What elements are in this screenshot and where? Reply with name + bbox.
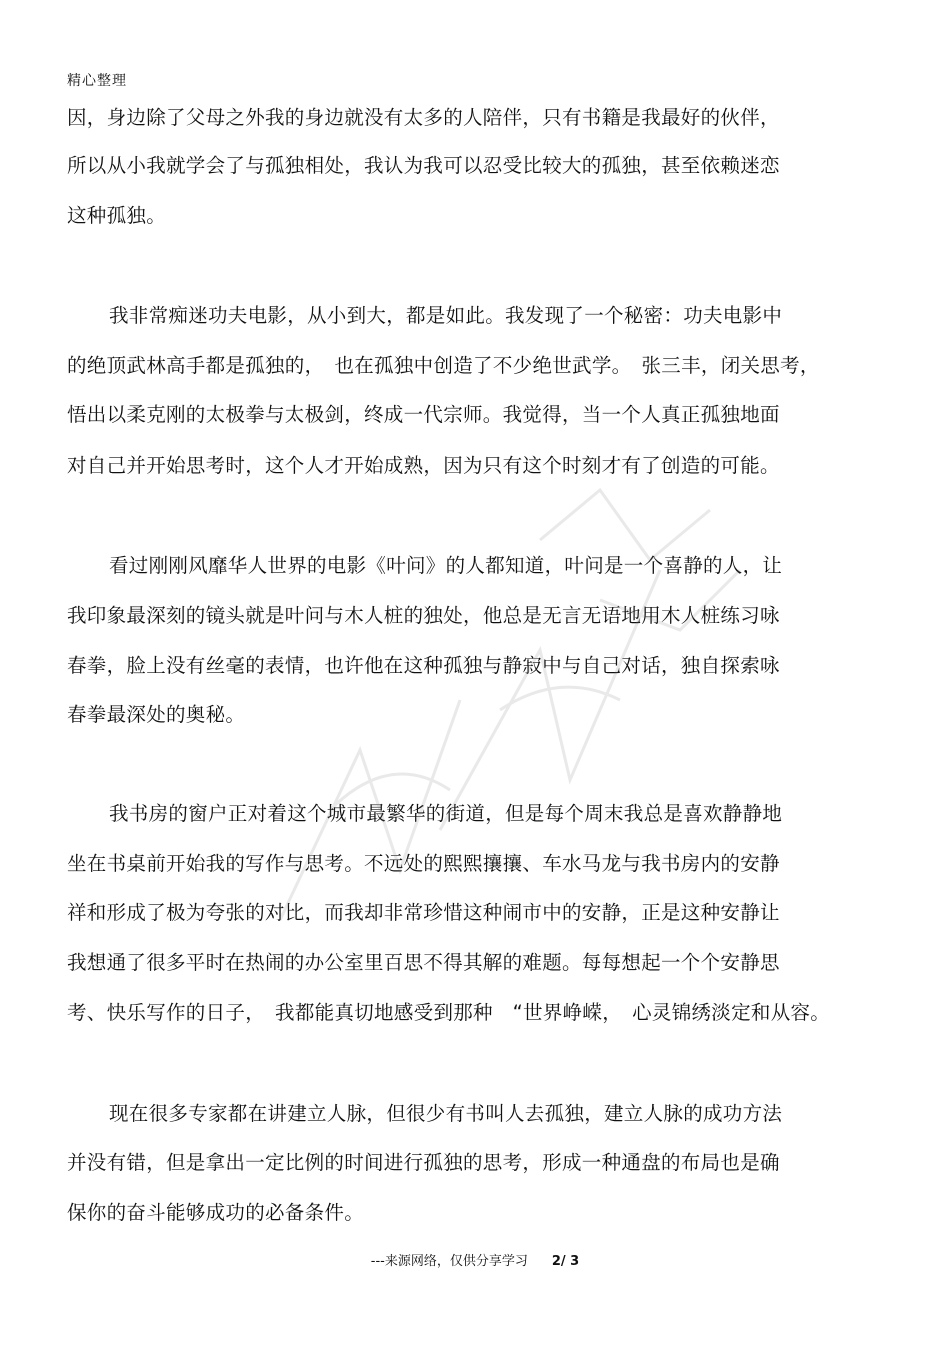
text-line: 坐在书桌前开始我的写作与思考。不远处的熙熙攘攘、车水马龙与我书房内的安静 xyxy=(67,852,780,875)
text-line: 并没有错，但是拿出一定比例的时间进行孤独的思考，形成一种通盘的布局也是确 xyxy=(67,1151,780,1174)
text-line: 现在很多专家都在讲建立人脉，但很少有书叫人去孤独，建立人脉的成功方法 xyxy=(109,1102,783,1125)
text-line: 保你的奋斗能够成功的必备条件。 xyxy=(67,1201,365,1224)
text-line: 考、快乐写作的日子， 我都能真切地感受到那种 “世界峥嵘， 心灵锦绣淡定和从容。 xyxy=(67,1001,831,1024)
text-line: 对自己并开始思考时，这个人才开始成熟，因为只有这个时刻才有了创造的可能。 xyxy=(67,454,780,477)
text-line: 的绝顶武林高手都是孤独的， 也在孤独中创造了不少绝世武学。 张三丰，闭关思考， xyxy=(67,354,820,377)
text-line: 悟出以柔克刚的太极拳与太极剑，终成一代宗师。我觉得，当一个人真正孤独地面 xyxy=(67,403,780,426)
text-line: 我想通了很多平时在热闹的办公室里百思不得其解的难题。每每想起一个个安静思 xyxy=(67,951,780,974)
text-line: 我书房的窗户正对着这个城市最繁华的街道，但是每个周末我总是喜欢静静地 xyxy=(109,802,783,825)
text-line: 这种孤独。 xyxy=(67,204,167,227)
footer-source: ---来源网络，仅供分享学习 xyxy=(370,1254,528,1269)
page-footer xyxy=(0,1250,950,1269)
text-line: 我非常痴迷功夫电影，从小到大，都是如此。我发现了一个秘密：功夫电影中 xyxy=(109,304,783,327)
text-line: 春拳，脸上没有丝毫的表情，也许他在这种孤独与静寂中与自己对话，独自探索咏 xyxy=(67,654,780,677)
text-line: 看过刚刚风靡华人世界的电影《叶问》的人都知道，叶问是一个喜静的人，让 xyxy=(109,554,783,577)
text-line: 因，身边除了父母之外我的身边就没有太多的人陪伴，只有书籍是我最好的伙伴， xyxy=(67,106,780,129)
text-line: 所以从小我就学会了与孤独相处，我认为我可以忍受比较大的孤独，甚至依赖迷恋 xyxy=(67,154,780,177)
text-line: 春拳最深处的奥秘。 xyxy=(67,703,246,726)
text-line: 祥和形成了极为夸张的对比，而我却非常珍惜这种闹市中的安静，正是这种安静让 xyxy=(67,901,780,924)
watermark-graphic xyxy=(240,450,760,970)
text-line: 我印象最深刻的镜头就是叶问与木人桩的独处，他总是无言无语地用木人桩练习咏 xyxy=(67,604,780,627)
page-number: 2/ 3 xyxy=(551,1254,580,1269)
page-header: 精心整理 xyxy=(67,73,127,89)
